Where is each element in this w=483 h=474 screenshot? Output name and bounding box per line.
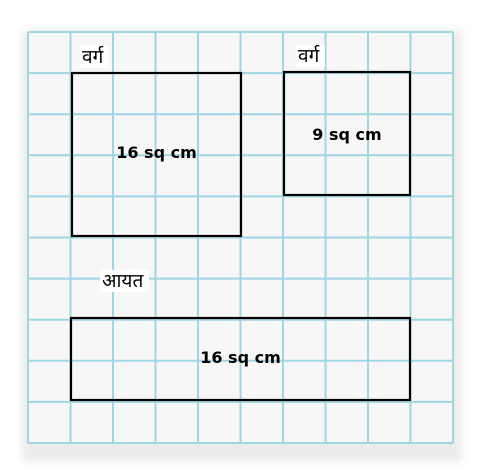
rectangle-type-label: आयत xyxy=(100,270,149,292)
big-square-area-label: 16 sq cm xyxy=(116,143,197,162)
small-square-area-label: 9 sq cm xyxy=(312,125,382,144)
small-square-type-label: वर्ग xyxy=(296,45,325,67)
big-square-type-label: वर्ग xyxy=(80,46,109,68)
rectangle-area-label: 16 sq cm xyxy=(200,348,281,367)
